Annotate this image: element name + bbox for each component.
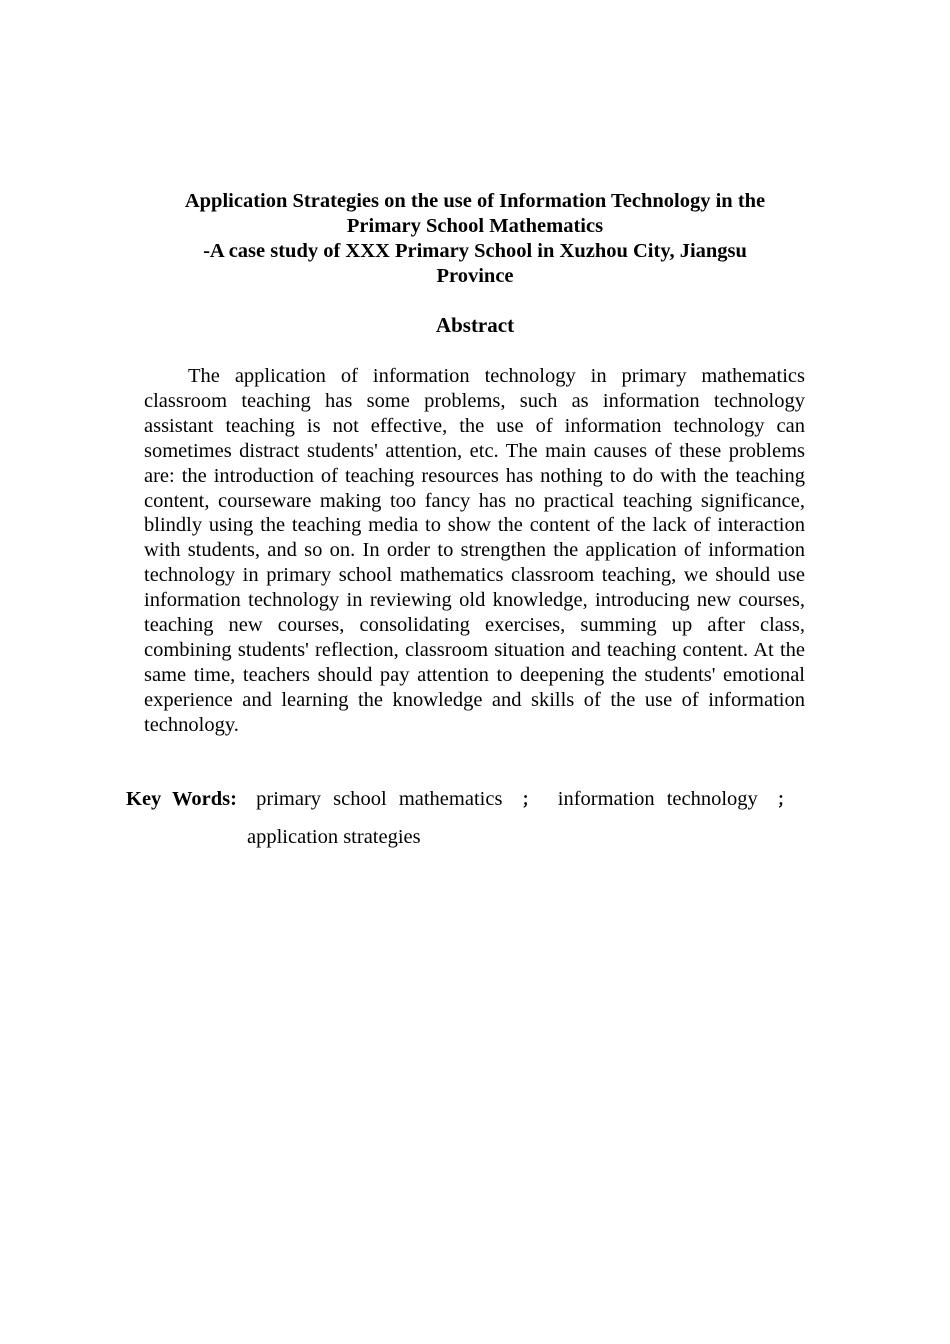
title-line-1: Application Strategies on the use of Information Technology in the [184, 190, 766, 212]
keyword-separator: ； [776, 790, 794, 809]
subtitle-line-1: -A case study of XXX Primary School in Xuzhou City, Jiangsu [203, 240, 747, 262]
keyword-separator: ； [521, 790, 539, 809]
keywords-line-1 [126, 787, 794, 812]
keyword-item: application strategies [247, 826, 421, 848]
keywords-line-2 [126, 825, 794, 850]
keywords-section [126, 787, 794, 850]
keywords-label: Key Words: [126, 788, 237, 810]
subtitle-line-2: Province [436, 265, 514, 287]
title-line-2: Primary School Mathematics [346, 215, 604, 237]
keyword-item: information technology [557, 788, 758, 810]
paper-title [140, 189, 810, 289]
abstract-body: The application of information technology in primary mathematics classroom teaching has some problems, such as information technology assistant teaching is not effective, the use of information technology can sometimes distract students' attention, etc. The main causes of these problems are: the introduction of teaching resources has nothing to do with the teaching content, courseware making too fancy has no practical teaching significance, blindly using the teaching media to show the content of the lack of interaction with students, and so on. In order to strengthen the application of information technology in primary school mathematics classroom teaching, we should use information technology in reviewing old knowledge, introducing new courses, teaching new courses, consolidating exercises, summing up after class, combining students' reflection, classroom situation and teaching content. At the same time, teachers should pay attention to deepening the students' emotional experience and learning the knowledge and skills of the use of information technology. [144, 365, 805, 736]
abstract-heading: Abstract [435, 313, 515, 337]
keyword-item: primary school mathematics [256, 788, 503, 810]
